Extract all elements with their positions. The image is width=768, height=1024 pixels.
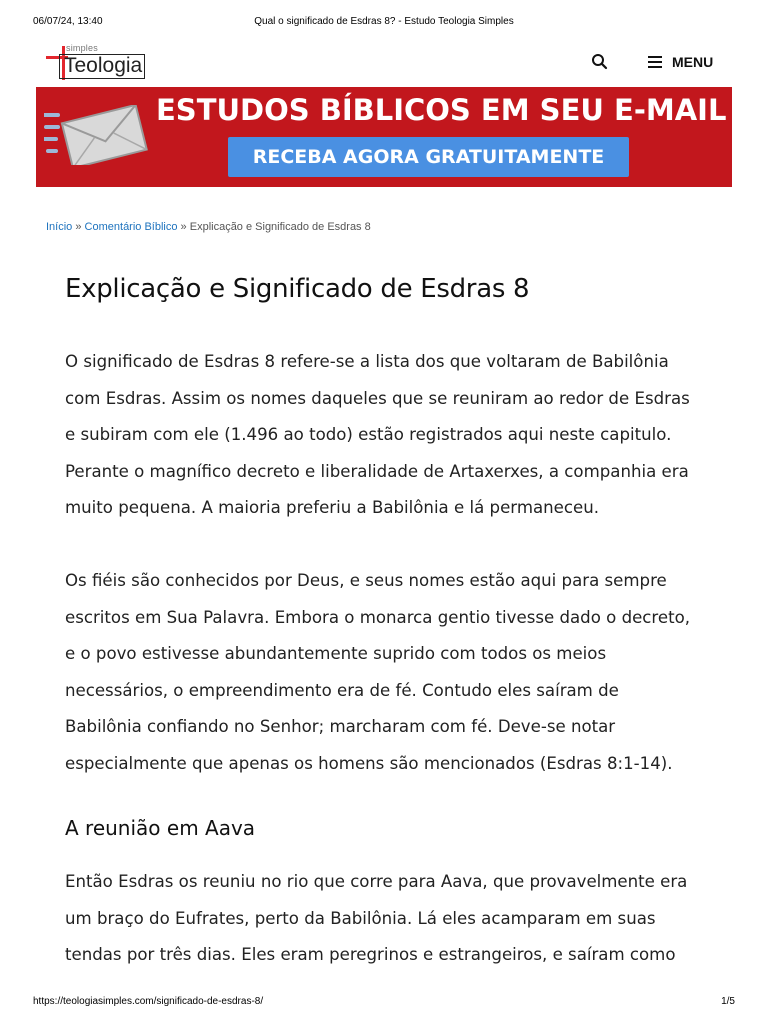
site-header <box>0 40 768 84</box>
paragraph-line: necessários, o empreendimento era de fé. Contudo eles saíram de <box>65 680 619 700</box>
section-heading: A reunião em Aava <box>65 816 256 840</box>
paragraph-line: muito pequena. A maioria preferiu a Babilônia e lá permaneceu. <box>65 498 599 517</box>
article-paragraph-3 <box>65 864 715 974</box>
menu-button[interactable] <box>648 52 713 72</box>
envelope-icon <box>44 105 154 165</box>
paragraph-line: especialmente que apenas os homens são mencionados (Esdras 8:1-14). <box>65 753 673 773</box>
logo-main-text: Teologia <box>59 54 145 79</box>
menu-label: MENU <box>672 54 714 70</box>
breadcrumb <box>46 221 371 233</box>
breadcrumb-current: Explicação e Significado de Esdras 8 <box>189 221 371 233</box>
paragraph-line: um braço do Eufrates, perto da Babilônia. Lá eles acamparam em suas <box>65 908 656 928</box>
paragraph-line: Babilônia confiando no Senhor; marcharam com fé. Deve-se notar <box>65 717 616 736</box>
paragraph-line: escritos em Sua Palavra. Embora o monarca gentio tivesse dado o decreto, <box>65 607 691 627</box>
paragraph-line: Perante o magnífico decreto e liberalidade de Artaxerxes, a companhia era <box>65 461 689 481</box>
breadcrumb-separator: » <box>75 221 82 233</box>
page-title: Explicação e Significado de Esdras 8 <box>65 274 530 304</box>
logo-small-text: simples <box>66 43 98 53</box>
banner-title: ESTUDOS BÍBLICOS EM SEU E-MAIL <box>156 93 727 127</box>
paragraph-line: Então Esdras os reuniu no rio que corre para Aava, que provavelmente era <box>65 872 688 891</box>
article-paragraph-1 <box>65 344 715 527</box>
site-logo[interactable] <box>46 42 150 82</box>
print-page-title: Qual o significado de Esdras 8? - Estudo Teologia Simples <box>254 16 514 27</box>
newsletter-banner[interactable] <box>36 87 732 187</box>
breadcrumb-category-link[interactable]: Comentário Bíblico <box>84 221 178 233</box>
hamburger-icon <box>648 56 662 68</box>
search-icon <box>590 52 610 72</box>
paragraph-line: com Esdras. Assim os nomes daqueles que se reuniram ao redor de Esdras <box>65 388 690 408</box>
print-datetime: 06/07/24, 13:40 <box>33 16 103 27</box>
print-footer <box>0 996 768 1010</box>
print-page-number: 1/5 <box>721 996 735 1007</box>
paragraph-line: O significado de Esdras 8 refere-se a lista dos que voltaram de Babilônia <box>65 352 669 371</box>
article-paragraph-2 <box>65 563 715 782</box>
paragraph-line: e subiram com ele (1.496 ao todo) estão registrados aqui neste capitulo. <box>65 425 672 444</box>
paragraph-line: e o povo estivesse abundantemente suprido com todos os meios <box>65 644 607 663</box>
paragraph-line: Os fiéis são conhecidos por Deus, e seus nomes estão aqui para sempre <box>65 571 667 590</box>
banner-cta-button[interactable]: RECEBA AGORA GRATUITAMENTE <box>228 137 629 177</box>
search-button[interactable] <box>590 52 610 72</box>
breadcrumb-home-link[interactable]: Início <box>46 221 73 233</box>
paragraph-line: tendas por três dias. Eles eram peregrinos e estrangeiros, e saíram como <box>65 945 676 964</box>
print-header <box>0 16 768 30</box>
breadcrumb-separator: » <box>180 221 187 233</box>
print-url: https://teologiasimples.com/significado-de-esdras-8/ <box>33 996 264 1007</box>
